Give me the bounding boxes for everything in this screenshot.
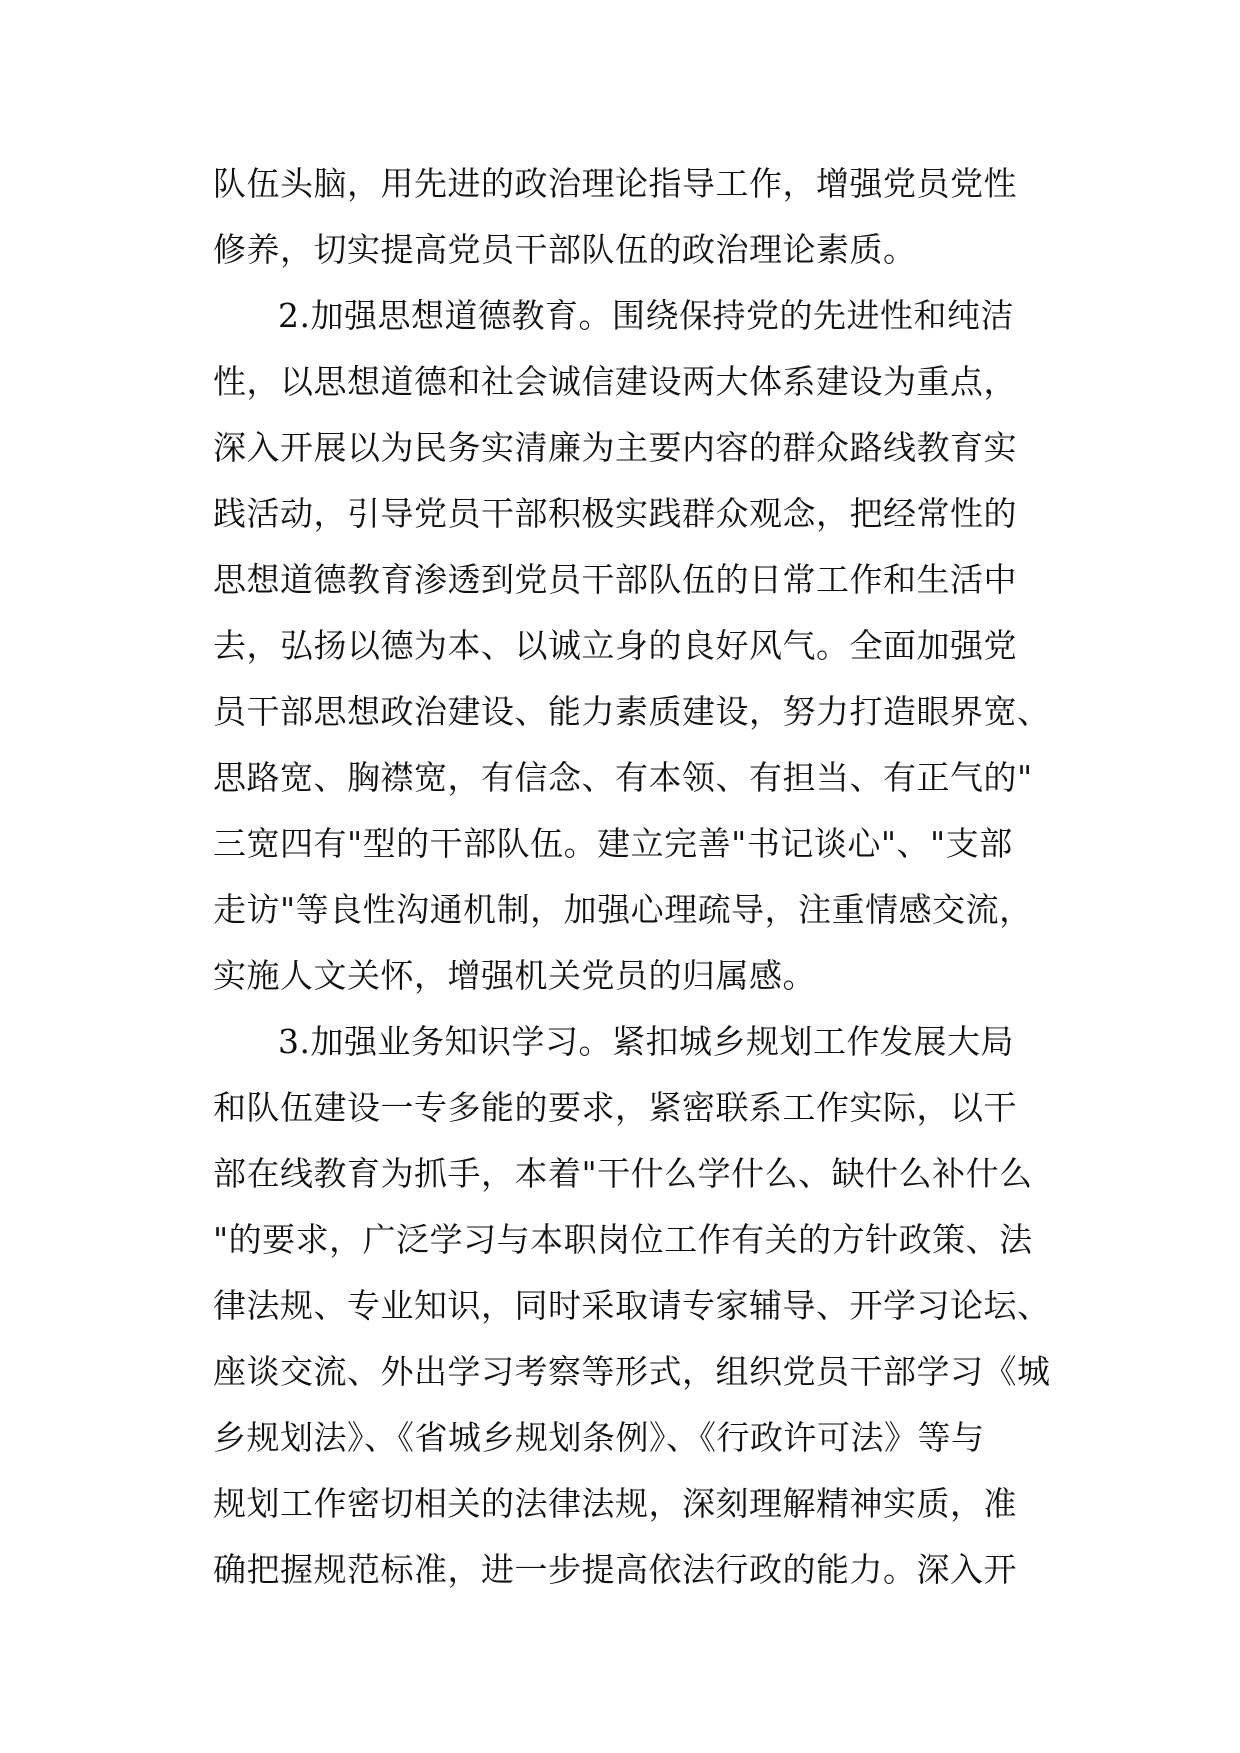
- paragraph-2-start-line: 2.加强思想道德教育。围绕保持党的先进性和纯洁: [278, 296, 1014, 335]
- text-line: 践活动，引导党员干部积极实践群众观念，把经常性的: [213, 494, 1017, 533]
- text-line: 队伍头脑，用先进的政治理论指导工作，增强党员党性: [213, 164, 1017, 203]
- text-line: 三宽四有"型的干部队伍。建立完善"书记谈心"、"支部: [213, 824, 1013, 863]
- text-line: 规划工作密切相关的法律法规，深刻理解精神实质，准: [213, 1484, 1017, 1523]
- text-line: 深入开展以为民务实清廉为主要内容的群众路线教育实: [213, 428, 1017, 467]
- text-line: 去，弘扬以德为本、以诚立身的良好风气。全面加强党: [213, 626, 1017, 665]
- paragraph-3-start-line: 3.加强业务知识学习。紧扣城乡规划工作发展大局: [278, 1022, 1014, 1061]
- text-line: 座谈交流、外出学习考察等形式，组织党员干部学习《城: [213, 1352, 1051, 1391]
- text-line: 思想道德教育渗透到党员干部队伍的日常工作和生活中: [213, 560, 1017, 599]
- text-line: 思路宽、胸襟宽，有信念、有本领、有担当、有正气的": [213, 758, 1033, 797]
- text-line: 性，以思想道德和社会诚信建设两大体系建设为重点，: [213, 362, 1017, 401]
- text-line: 修养，切实提高党员干部队伍的政治理论素质。: [213, 230, 917, 269]
- text-line: "的要求，广泛学习与本职岗位工作有关的方针政策、法: [213, 1220, 1033, 1259]
- text-line: 律法规、专业知识，同时采取请专家辅导、开学习论坛、: [213, 1286, 1051, 1325]
- text-line: 确把握规范标准，进一步提高依法行政的能力。深入开: [213, 1550, 1017, 1589]
- text-line: 乡规划法》、《省城乡规划条例》、《行政许可法》等与: [213, 1418, 985, 1457]
- text-line: 实施人文关怀，增强机关党员的归属感。: [213, 956, 816, 995]
- text-line: 和队伍建设一专多能的要求，紧密联系工作实际，以干: [213, 1088, 1017, 1127]
- text-line: 部在线教育为抓手，本着"干什么学什么、缺什么补什么: [213, 1154, 1033, 1193]
- text-line: 员干部思想政治建设、能力素质建设，努力打造眼界宽、: [213, 692, 1051, 731]
- text-line: 走访"等良性沟通机制，加强心理疏导，注重情感交流，: [213, 890, 1033, 929]
